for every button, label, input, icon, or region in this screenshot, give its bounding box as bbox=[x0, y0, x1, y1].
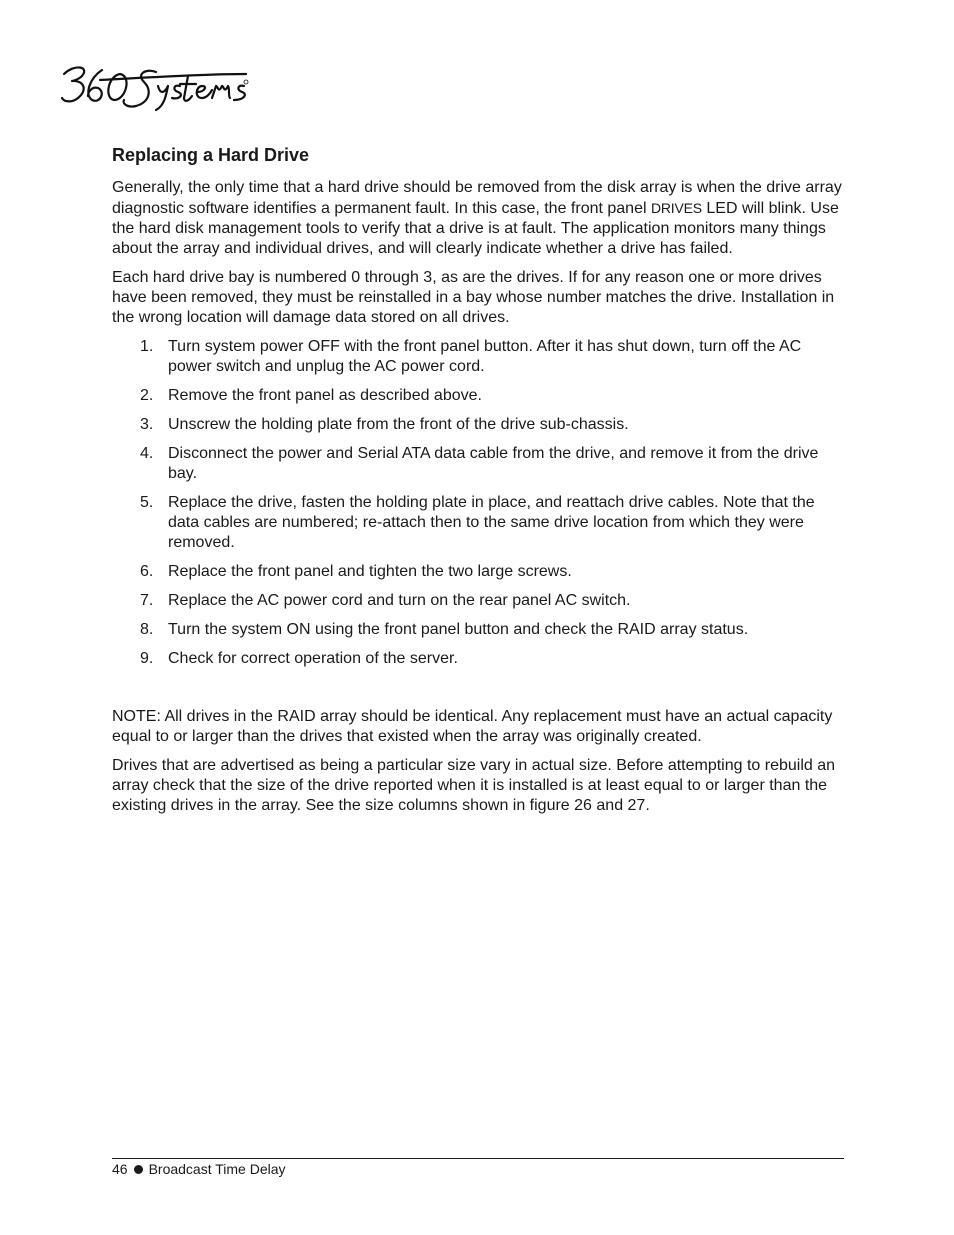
intro-paragraph bbox=[112, 178, 844, 259]
list-item bbox=[112, 562, 844, 582]
step-text: Remove the front panel as described above. bbox=[168, 387, 482, 404]
drives-panel-label: DRIVES bbox=[650, 200, 702, 216]
list-item bbox=[112, 415, 844, 435]
company-logo bbox=[60, 60, 250, 112]
spacer bbox=[112, 678, 844, 707]
step-number: 4. bbox=[140, 445, 154, 462]
list-item bbox=[112, 649, 844, 669]
step-number: 8. bbox=[140, 621, 154, 638]
step-number: 6. bbox=[140, 563, 154, 580]
step-text: Replace the AC power cord and turn on the rear panel AC switch. bbox=[168, 592, 631, 609]
step-text: Disconnect the power and Serial ATA data cable from the drive, and remove it from the drive bay. bbox=[168, 445, 819, 482]
page-number: 46 bbox=[112, 1161, 128, 1177]
bay-paragraph: Each hard drive bay is numbered 0 through 3, as are the drives. If for any reason one or more drives have been removed, they must be reinstalled in a bay whose number matches the drive. Installation in the wrong location will damage data stored on all drives. bbox=[112, 269, 835, 326]
document-title: Broadcast Time Delay bbox=[148, 1161, 286, 1177]
step-number: 2. bbox=[140, 387, 154, 404]
drive-size-paragraph: Drives that are advertised as being a particular size vary in actual size. Before attempting to rebuild an array check that the size of the drive reported when it is installed is at least equal to or larger than the existing drives in the array. See the size columns shown in figure 26 and 27. bbox=[112, 757, 836, 814]
list-item bbox=[112, 493, 844, 553]
list-item bbox=[112, 337, 844, 377]
step-text: Turn the system ON using the front panel button and check the RAID array status. bbox=[168, 621, 749, 638]
list-item bbox=[112, 591, 844, 611]
step-text: Turn system power OFF with the front panel button. After it has shut down, turn off the AC power switch and unplug the AC power cord. bbox=[168, 338, 802, 375]
step-text: Check for correct operation of the server. bbox=[168, 650, 458, 667]
list-item bbox=[112, 444, 844, 484]
raid-note: NOTE: All drives in the RAID array should be identical. Any replacement must have an actual capacity equal to or larger than the drives that existed when the array was originally created. bbox=[112, 708, 833, 745]
list-item bbox=[112, 386, 844, 406]
page-footer bbox=[112, 1160, 286, 1178]
step-text: Replace the drive, fasten the holding plate in place, and reattach drive cables. Note that the data cables are numbered; re-attach then to the same drive location from which they were removed. bbox=[168, 494, 815, 551]
step-number: 3. bbox=[140, 416, 154, 433]
step-text: Unscrew the holding plate from the front of the drive sub-chassis. bbox=[168, 416, 629, 433]
step-number: 5. bbox=[140, 494, 154, 511]
step-number: 1. bbox=[140, 338, 154, 355]
step-number: 9. bbox=[140, 650, 154, 667]
page-content bbox=[112, 144, 844, 825]
registered-mark-icon bbox=[244, 80, 248, 84]
footer-divider bbox=[112, 1158, 844, 1159]
step-number: 7. bbox=[140, 592, 154, 609]
intro-text-end: LED will blink. Use the hard disk management tools to verify that a drive is at fault. The application monitors many things about the array and individual drives, and will clearly indicate whether a drive has failed. bbox=[112, 200, 839, 257]
bullet-icon bbox=[134, 1165, 143, 1174]
intro-text-start: Generally, the only time that a hard drive should be removed from the disk array is when the drive array diagnostic software identifies a permanent fault. In this case, the front panel bbox=[112, 179, 842, 217]
step-text: Replace the front panel and tighten the two large screws. bbox=[168, 563, 572, 580]
section-heading: Replacing a Hard Drive bbox=[112, 145, 310, 165]
list-item bbox=[112, 620, 844, 640]
procedure-steps bbox=[112, 337, 844, 669]
